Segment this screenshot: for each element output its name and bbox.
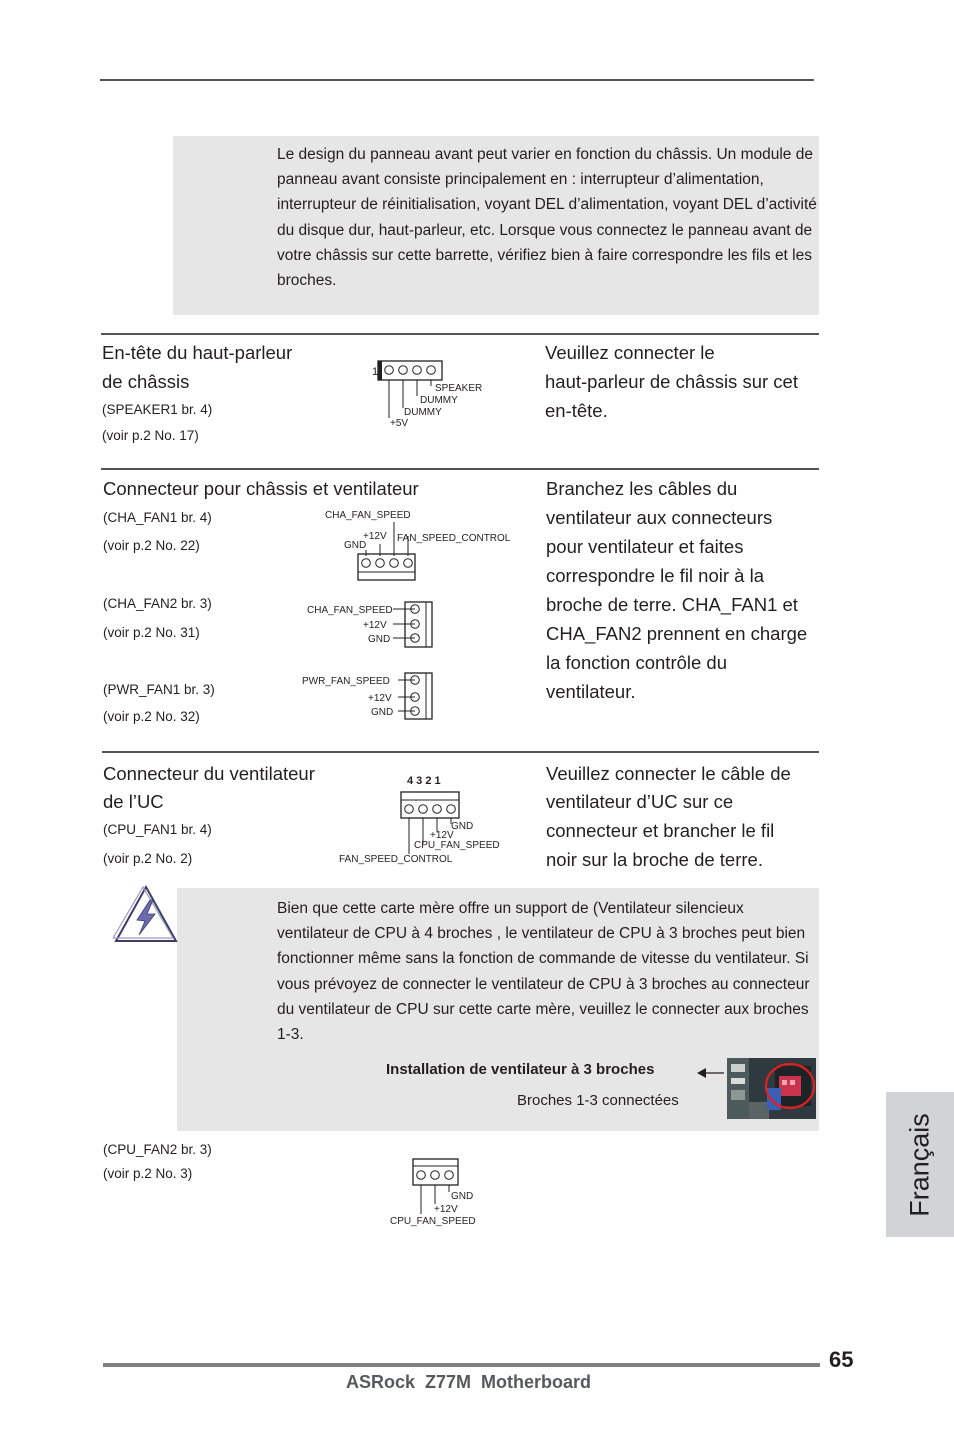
cpu-fan2-ref-2: (voir p.2 No. 3)	[103, 1166, 193, 1181]
pwr-fan1-ref-2: (voir p.2 No. 32)	[103, 709, 200, 724]
chassis-fan-desc-line: CHA_FAN2 prennent en charge	[546, 623, 808, 644]
cpu-fan1-control-label: FAN_SPEED_CONTROL	[339, 854, 453, 865]
cpu-fan1-12v-label: +12V	[430, 830, 454, 841]
footer-rule	[103, 1363, 820, 1367]
chassis-fan-desc-line: Branchez les câbles du	[546, 478, 738, 499]
page-number: 65	[829, 1347, 854, 1372]
cpu-fan-desc-line: noir sur la broche de terre.	[546, 849, 763, 870]
intro-note-text: Le design du panneau avant peut varier en fonction du châssis. Un module de panneau avant consiste principalement en : interrupteur d’alimentation, interrupteur de réinitialisation, voyant DEL d’alimentation, voyant DEL d’activité du disque dur, haut-parleur, etc. Lorsque vous connectez le panneau avant de votre châssis sur cette barrette, vérifiez bien à faire correspondre les fils et les broches.	[277, 146, 817, 290]
footer-product-name: ASRock Z77M Motherboard	[346, 1372, 592, 1392]
cpu-fan-divider	[102, 751, 819, 753]
speaker-pin-speaker: SPEAKER	[435, 383, 483, 394]
cha-fan1-ref-2: (voir p.2 No. 22)	[103, 538, 200, 553]
install-3pin-label: Installation de ventilateur à 3 broches	[386, 1061, 655, 1078]
cha-fan1-speed-label: CHA_FAN_SPEED	[325, 510, 411, 521]
chassis-fan-divider	[101, 468, 819, 470]
warning-note-text: Bien que cette carte mère offre un support de (Ventilateur silencieux ventilateur de CPU à 4 broches , le ventilateur de CPU à 3 broches peut bien fonctionner même sans la fonction de commande de vitesse du ventilateur. Si vous prévoyez de connecter le ventilateur de CPU à 3 broches au connecteur du ventilateur de CPU sur cette carte mère, veuillez le connecter aux broches 1-3.	[277, 900, 810, 1044]
speaker-divider	[101, 333, 819, 335]
cha-fan1-diagram	[322, 506, 527, 586]
cpu-fan-desc-line: ventilateur d’UC sur ce	[546, 791, 734, 812]
cha-fan2-gnd-label: GND	[368, 634, 391, 645]
top-rule	[100, 79, 814, 81]
speaker-header-diagram	[368, 356, 498, 436]
cpu-fan1-ref-2: (voir p.2 No. 2)	[103, 851, 193, 866]
speaker-pin-dummy-a: DUMMY	[420, 395, 458, 406]
language-side-tab	[886, 1092, 954, 1237]
cpu-fan-title-1: Connecteur du ventilateur	[103, 763, 315, 784]
pwr-fan1-speed-label: PWR_FAN_SPEED	[302, 676, 390, 687]
fan-connector-photo	[727, 1058, 816, 1119]
cpu-fan2-12v-label: +12V	[434, 1204, 458, 1215]
cpu-fan2-ref-1: (CPU_FAN2 br. 3)	[103, 1142, 212, 1157]
cha-fan1-12v-label: +12V	[363, 531, 387, 542]
speaker-desc-2: haut-parleur de châssis sur cet	[545, 371, 798, 392]
pwr-fan1-12v-label: +12V	[368, 693, 392, 704]
cpu-fan2-diagram	[388, 1156, 488, 1230]
cpu-fan2-speed-label: CPU_FAN_SPEED	[390, 1216, 476, 1227]
cpu-fan-desc-line: connecteur et brancher le fil	[546, 820, 775, 841]
cha-fan2-speed-label: CHA_FAN_SPEED	[307, 605, 393, 616]
cha-fan1-gnd-label: GND	[344, 540, 367, 551]
cha-fan2-ref-1: (CHA_FAN2 br. 3)	[103, 596, 212, 611]
cpu-fan1-speed-label: CPU_FAN_SPEED	[414, 840, 500, 851]
cpu-fan1-gnd-label: GND	[451, 821, 474, 832]
chassis-fan-desc-line: ventilateur.	[546, 681, 636, 702]
speaker-ref-1: (SPEAKER1 br. 4)	[102, 402, 213, 417]
pins-connected-label: Broches 1-3 connectées	[517, 1092, 679, 1109]
chassis-fan-desc-line: ventilateur aux connecteurs	[546, 507, 773, 528]
warning-lightning-icon	[113, 884, 179, 944]
cha-fan1-control-label: FAN_SPEED_CONTROL	[397, 533, 511, 544]
speaker-desc-3: en-tête.	[545, 400, 608, 421]
cpu-fan1-ref-1: (CPU_FAN1 br. 4)	[103, 822, 212, 837]
chassis-fan-desc-line: correspondre le fil noir à la	[546, 565, 764, 586]
cha-fan2-diagram	[305, 598, 440, 650]
cpu-fan1-diagram	[336, 770, 511, 866]
chassis-fan-desc-line: la fonction contrôle du	[546, 652, 728, 673]
speaker-pin-dummy-b: DUMMY	[404, 407, 442, 418]
cpu-fan2-gnd-label: GND	[451, 1191, 474, 1202]
cpu-fan-title-2: de l’UC	[103, 791, 164, 812]
speaker-desc-1: Veuillez connecter le	[545, 342, 715, 363]
cha-fan2-12v-label: +12V	[363, 620, 387, 631]
language-side-tab-label: Français	[904, 1112, 935, 1217]
arrow-left-icon	[697, 1066, 725, 1080]
cha-fan2-ref-2: (voir p.2 No. 31)	[103, 625, 200, 640]
pwr-fan1-gnd-label: GND	[371, 707, 394, 718]
chassis-fan-desc-line: broche de terre. CHA_FAN1 et	[546, 594, 798, 615]
pwr-fan1-ref-1: (PWR_FAN1 br. 3)	[103, 682, 215, 697]
cpu-fan1-pin-numbers: 4 3 2 1	[407, 775, 441, 787]
speaker-pin-5v: +5V	[390, 418, 409, 429]
chassis-fan-title: Connecteur pour châssis et ventilateur	[103, 478, 419, 499]
speaker-pin1-label: 1	[372, 366, 379, 378]
pwr-fan1-diagram	[300, 670, 440, 722]
chassis-fan-desc-line: pour ventilateur et faites	[546, 536, 744, 557]
speaker-ref-2: (voir p.2 No. 17)	[102, 428, 199, 443]
speaker-title-1: En-tête du haut-parleur	[102, 342, 293, 363]
cpu-fan-desc-line: Veuillez connecter le câble de	[546, 763, 791, 784]
cha-fan1-ref-1: (CHA_FAN1 br. 4)	[103, 510, 212, 525]
speaker-title-2: de châssis	[102, 371, 190, 392]
